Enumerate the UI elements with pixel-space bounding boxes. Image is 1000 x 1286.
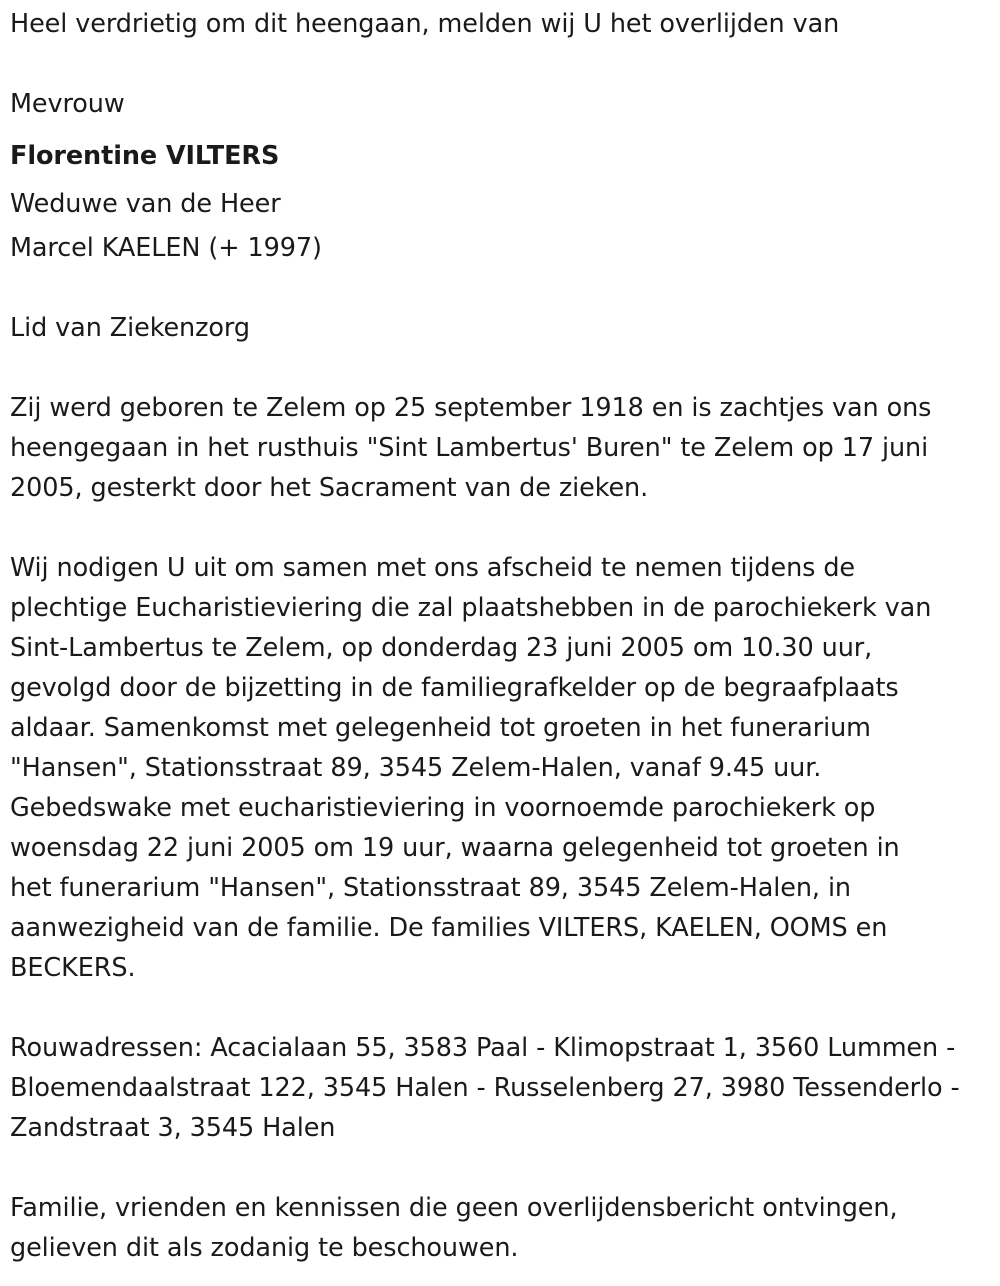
closing-paragraph xyxy=(10,1188,990,1268)
paragraph-line: heengegaan in het rusthuis "Sint Lambertus' Buren" te Zelem op 17 juni xyxy=(10,433,929,463)
paragraph-line: Rouwadressen: Acacialaan 55, 3583 Paal - Klimopstraat 1, 3560 Lummen - xyxy=(10,1033,956,1063)
spouse-line: Marcel KAELEN (+ 1997) xyxy=(10,233,322,263)
paragraph-line: Wij nodigen U uit om samen met ons afscheid te nemen tijdens de xyxy=(10,553,856,583)
paragraph-line: Sint-Lambertus te Zelem, op donderdag 23 juni 2005 om 10.30 uur, xyxy=(10,633,873,663)
paragraph-line: BECKERS. xyxy=(10,953,136,983)
salutation: Mevrouw xyxy=(10,89,125,119)
birth-death-paragraph xyxy=(10,388,990,508)
invitation-paragraph xyxy=(10,548,990,988)
paragraph-line: plechtige Eucharistieviering die zal plaatshebben in de parochiekerk van xyxy=(10,593,932,623)
deceased-name: Florentine VILTERS xyxy=(10,141,280,171)
paragraph-line: Zij werd geboren te Zelem op 25 september 1918 en is zachtjes van ons xyxy=(10,393,932,423)
paragraph-line: "Hansen", Stationsstraat 89, 3545 Zelem-Halen, vanaf 9.45 uur. xyxy=(10,753,822,783)
paragraph-line: 2005, gesterkt door het Sacrament van de zieken. xyxy=(10,473,649,503)
paragraph-line: het funerarium "Hansen", Stationsstraat 89, 3545 Zelem-Halen, in xyxy=(10,873,851,903)
paragraph-line: woensdag 22 juni 2005 om 19 uur, waarna gelegenheid tot groeten in xyxy=(10,833,900,863)
widow-line: Weduwe van de Heer xyxy=(10,189,281,219)
addresses-paragraph xyxy=(10,1028,990,1148)
paragraph-line: gelieven dit als zodanig te beschouwen. xyxy=(10,1233,519,1263)
paragraph-line: Bloemendaalstraat 122, 3545 Halen - Russelenberg 27, 3980 Tessenderlo - xyxy=(10,1073,960,1103)
membership-line: Lid van Ziekenzorg xyxy=(10,313,250,343)
intro-text: Heel verdrietig om dit heengaan, melden wij U het overlijden van xyxy=(10,9,840,39)
paragraph-line: Familie, vrienden en kennissen die geen overlijdensbericht ontvingen, xyxy=(10,1193,898,1223)
paragraph-line: aanwezigheid van de familie. De families VILTERS, KAELEN, OOMS en xyxy=(10,913,888,943)
paragraph-line: aldaar. Samenkomst met gelegenheid tot groeten in het funerarium xyxy=(10,713,871,743)
paragraph-line: Gebedswake met eucharistieviering in voornoemde parochiekerk op xyxy=(10,793,876,823)
paragraph-line: gevolgd door de bijzetting in de familiegrafkelder op de begraafplaats xyxy=(10,673,899,703)
paragraph-line: Zandstraat 3, 3545 Halen xyxy=(10,1113,336,1143)
